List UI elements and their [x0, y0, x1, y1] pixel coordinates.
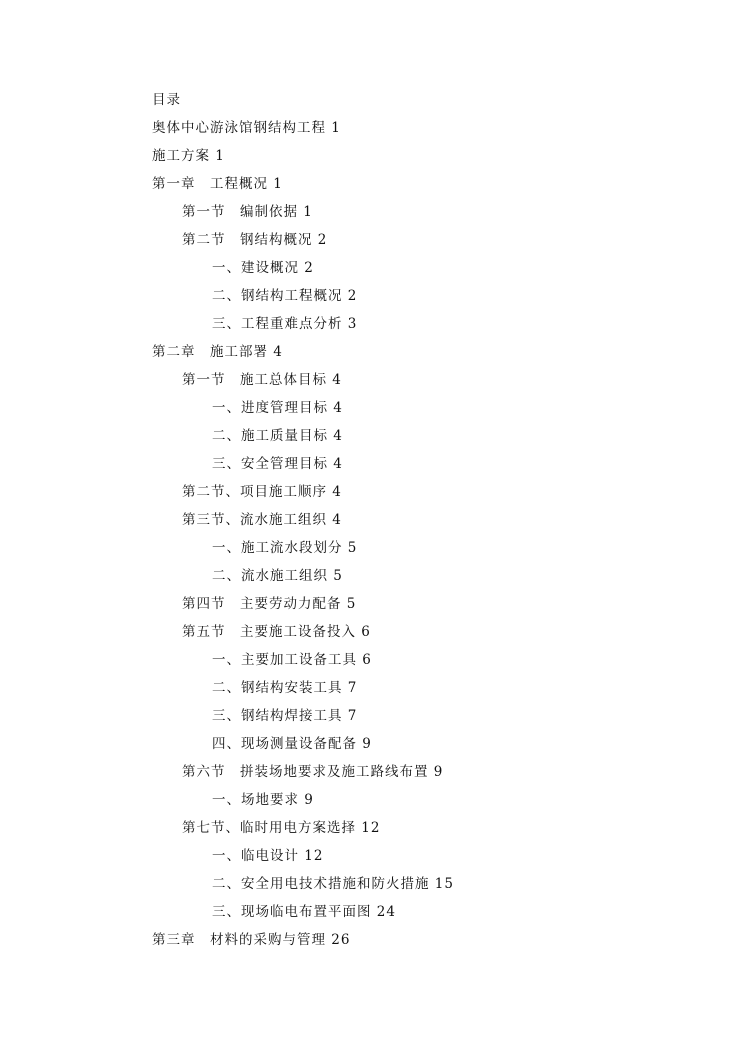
toc-entry: 一、场地要求 9: [212, 792, 314, 808]
toc-entry: 一、主要加工设备工具 6: [212, 652, 372, 668]
toc-entry: 第三节、流水施工组织 4: [182, 512, 342, 528]
toc-entry: 奥体中心游泳馆钢结构工程 1: [152, 120, 341, 136]
toc-entry: 一、进度管理目标 4: [212, 400, 343, 416]
toc-entry: 二、钢结构安装工具 7: [212, 680, 358, 696]
toc-entry: 第二章 施工部署 4: [152, 344, 283, 360]
toc-entry: 三、钢结构焊接工具 7: [212, 708, 358, 724]
toc-entry: 二、安全用电技术措施和防火措施 15: [212, 876, 454, 892]
table-of-contents: [0, 86, 744, 954]
toc-entry: 第二节、项目施工顺序 4: [182, 484, 342, 500]
toc-entry: 第二节 钢结构概况 2: [182, 232, 328, 248]
toc-entry: 第三章 材料的采购与管理 26: [152, 932, 351, 948]
toc-entry: 一、施工流水段划分 5: [212, 540, 358, 556]
toc-entry: 二、施工质量目标 4: [212, 428, 343, 444]
toc-entry: 四、现场测量设备配备 9: [212, 736, 372, 752]
toc-entry: 二、流水施工组织 5: [212, 568, 343, 584]
toc-entry: 第一节 编制依据 1: [182, 204, 313, 220]
toc-entry: 三、工程重难点分析 3: [212, 316, 358, 332]
toc-entry: 二、钢结构工程概况 2: [212, 288, 358, 304]
toc-entry: 第一章 工程概况 1: [152, 176, 283, 192]
toc-entry: 第六节 拼装场地要求及施工路线布置 9: [182, 764, 444, 780]
toc-entry: 施工方案 1: [152, 148, 225, 164]
toc-entry: 三、安全管理目标 4: [212, 456, 343, 472]
toc-entry: 一、临电设计 12: [212, 848, 324, 864]
toc-entry: 第七节、临时用电方案选择 12: [182, 820, 381, 836]
toc-entry: 一、建设概况 2: [212, 260, 314, 276]
toc-heading: 目录: [152, 92, 181, 108]
toc-entry: 第五节 主要施工设备投入 6: [182, 624, 371, 640]
toc-entry: 第四节 主要劳动力配备 5: [182, 596, 357, 612]
toc-entry: 第一节 施工总体目标 4: [182, 372, 342, 388]
toc-entry: 三、现场临电布置平面图 24: [212, 904, 396, 920]
